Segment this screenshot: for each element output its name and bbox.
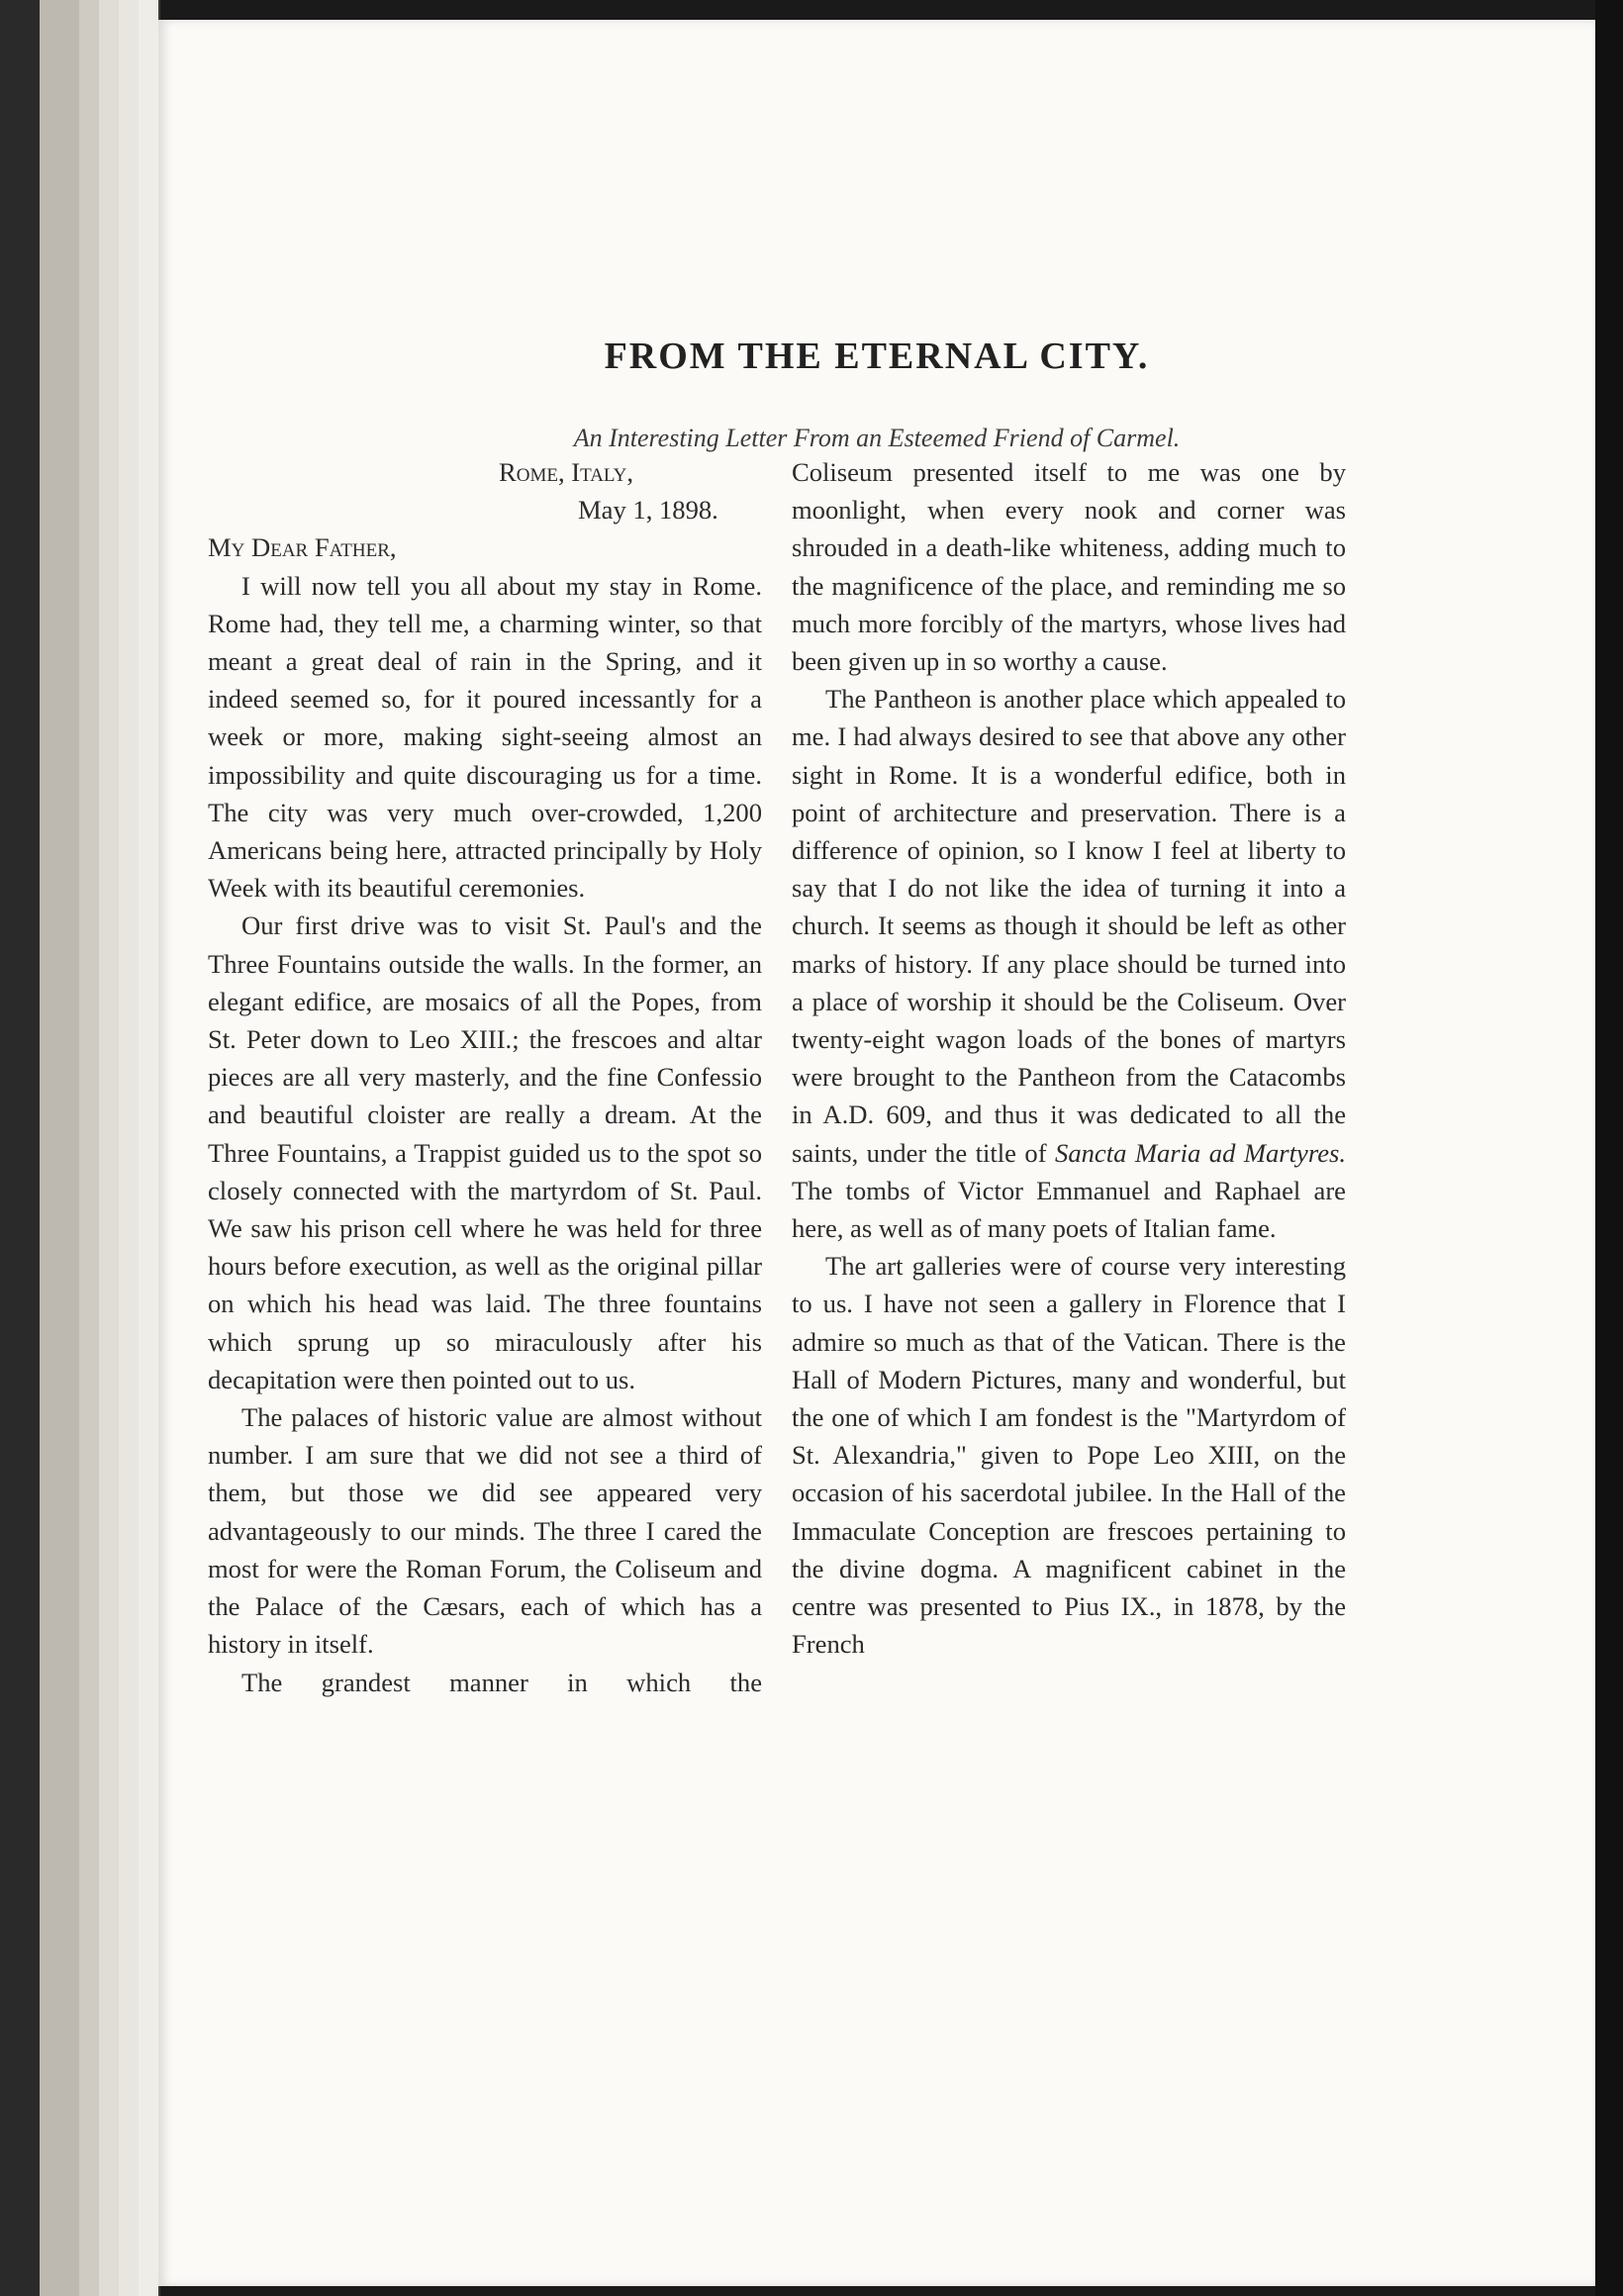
page-edge (119, 0, 141, 2296)
paragraph-text: The Pantheon is another place which appealed to me. I had always desired to see that above any other sight in Rome. It is a wonderful edifice, both in point of architecture and preservation. There is a difference of opinion, so I know I feel at liberty to say that I do not like the idea of turning it into a church. It seems as though it should be left as other marks of history. If any place should be turned into a place of worship it should be the Coliseum. Over twenty-eight wagon loads of the bones of martyrs were brought to the Pantheon from the Catacombs in A.D. 609, and thus it was dedicated to all the saints, under the title of (792, 684, 1346, 1168)
salutation: My Dear Father, (208, 532, 397, 563)
paragraph: The art galleries were of course very interesting to us. I have not seen a gallery in Florence that I admire so much as that of the Vatican. There is the Hall of Modern Pictures, many and wonderful, but the one of which I am fondest is the "Martyrdom of St. Alexandria," given to Pope Leo XIII, on the occasion of his sacerdotal jubilee. In the Hall of the Immaculate Conception are frescoes pertaining to the divine dogma. A magnificent cabinet in the centre was presented to Pius IX., in 1878, by the French (792, 1251, 1346, 1660)
page-edge (40, 0, 81, 2296)
article-subtitle: An Interesting Letter From an Esteemed Friend of Carmel. (573, 424, 1181, 452)
left-column (208, 453, 762, 1701)
right-column (792, 453, 1346, 1664)
dateline-place: Rome, Italy, (499, 457, 633, 487)
page-edge (139, 0, 160, 2296)
paragraph: The palaces of historic value are almost without number. I am sure that we did not see a third of them, but those we did see appeared very advantageously to our minds. The three I cared the most for were the Roman Forum, the Coliseum and the Palace of the Cæsars, each of which has a history in itself. (208, 1402, 762, 1660)
page-edge (99, 0, 121, 2296)
scan-border (1595, 0, 1623, 2296)
article-title: FROM THE ETERNAL CITY. (604, 335, 1150, 377)
paragraph: Coliseum presented itself to me was one by moonlight, when every nook and corner was shrouded in a death-like whiteness, adding much to the magnificence of the place, and reminding me so much more forcibly of the martyrs, whose lives had been given up in so worthy a cause. (792, 457, 1346, 677)
paragraph: I will now tell you all about my stay in Rome. Rome had, they tell me, a charming winter, so that meant a great deal of rain in the Spring, and it indeed seemed so, for it poured incessantly for a week or more, making sight-seeing almost an impossibility and quite discouraging us for a time. The city was very much over-crowded, 1,200 Americans being here, attracted principally by Holy Week with its beautiful ceremonies. (208, 570, 762, 904)
paragraph-text: The tombs of Victor Emmanuel and Raphael are here, as well as of many poets of Italian fame. (792, 1175, 1346, 1244)
page-edge (79, 0, 101, 2296)
paragraph (792, 680, 1346, 1247)
paragraph: Our first drive was to visit St. Paul's and the Three Fountains outside the walls. In the former, an elegant edifice, are mosaics of all the Popes, from St. Peter down to Leo XIII.; the frescoes and altar pieces are all very masterly, and the fine Confessio and beautiful cloister are really a dream. At the Three Fountains, a Trappist guided us to the spot so closely connected with the martyrdom of St. Paul. We saw his prison cell where he was held for three hours before execution, as well as the original pillar on which his head was laid. The three fountains which sprung up so miraculously after his decapitation were then pointed out to us. (208, 910, 762, 1394)
dateline-date: May 1, 1898. (578, 495, 718, 526)
latin-title: Sancta Maria ad Martyres. (1055, 1137, 1346, 1168)
book-spine (0, 0, 40, 2296)
paragraph: The grandest manner in which the (241, 1667, 762, 1697)
